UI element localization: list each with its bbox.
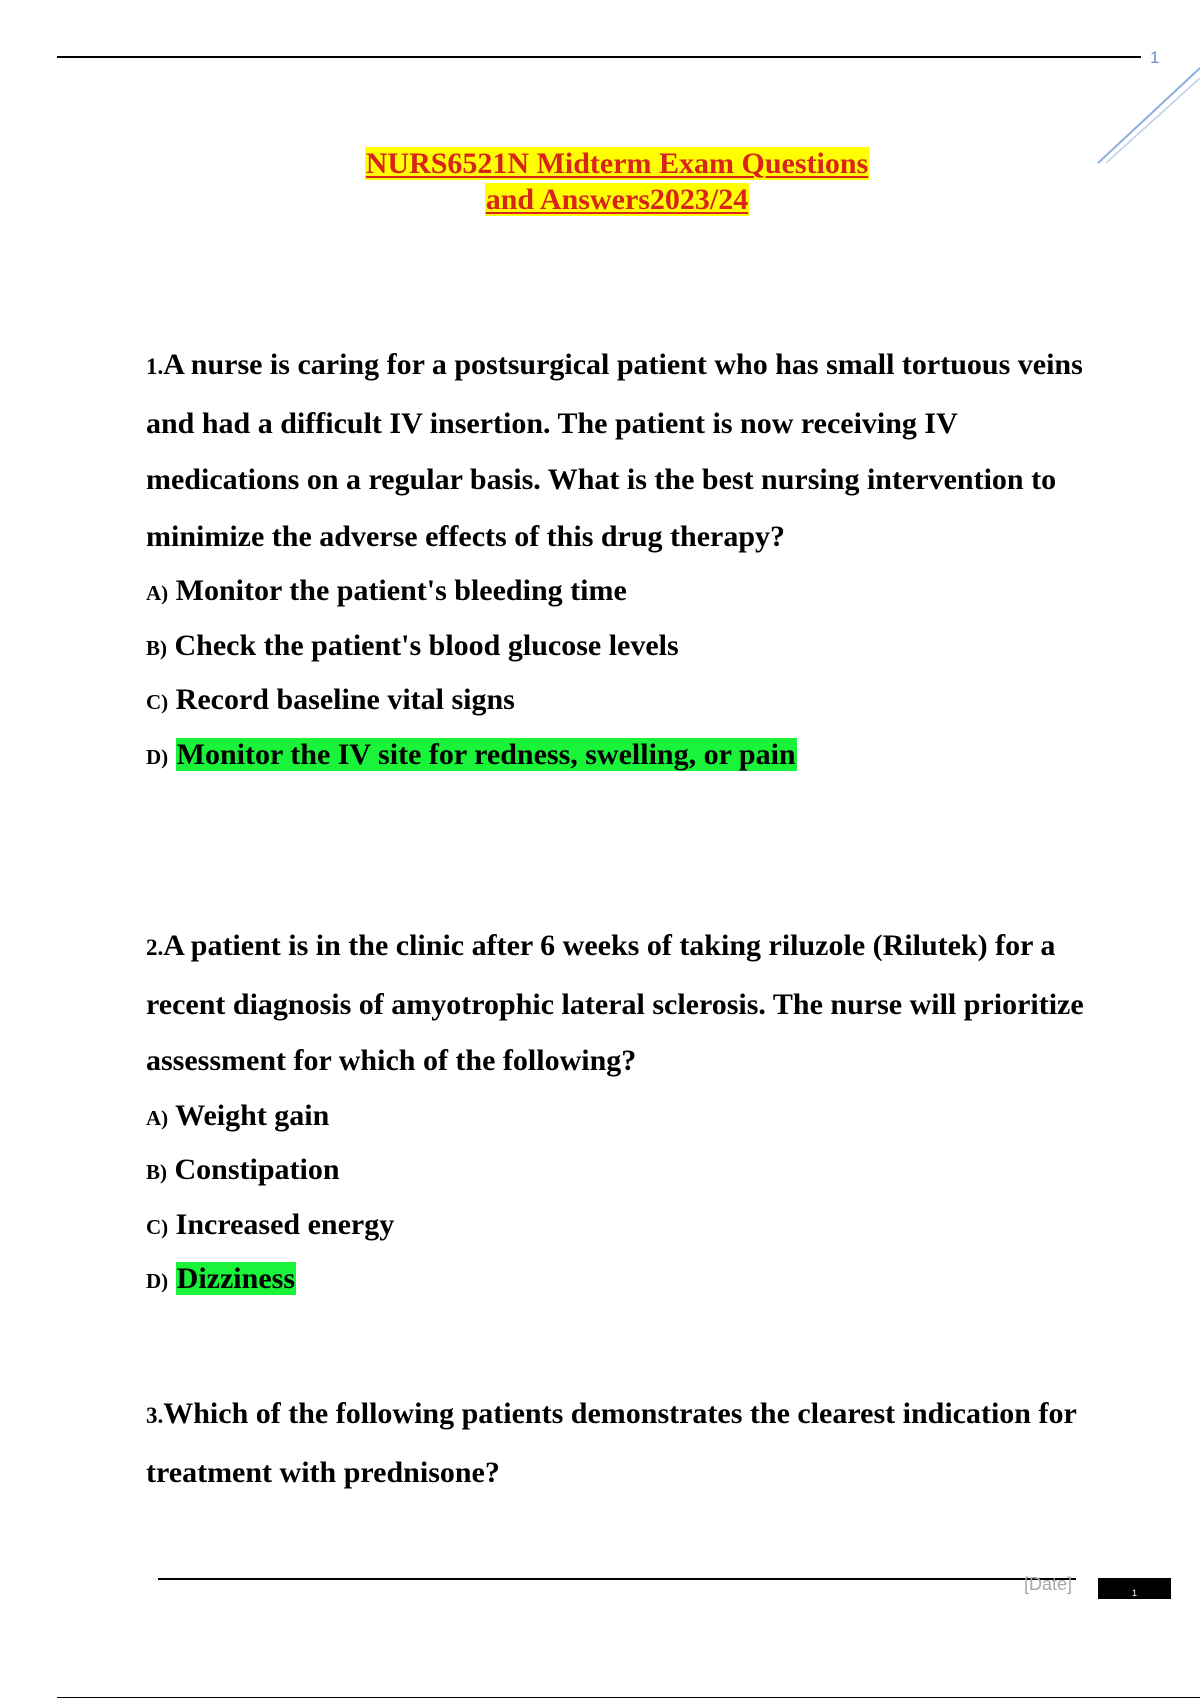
footer-rule: [158, 1578, 1076, 1580]
question-stem: [146, 337, 1086, 565]
option-d: [146, 1253, 1086, 1308]
option-letter: C): [146, 690, 169, 714]
question-stem: [146, 918, 1086, 1090]
correct-answer-highlight: Dizziness: [176, 1262, 295, 1295]
option-letter: D): [146, 744, 169, 769]
question-text: A patient is in the clinic after 6 weeks of taking riluzole (Rilutek) for a recent diagnosis of amyotrophic lateral sclerosis. The nurse will prioritize assessment for which of the following?: [146, 929, 1084, 1077]
question-number: 2.: [146, 935, 164, 960]
document-title: [0, 146, 1200, 218]
option-text: Monitor the patient's bleeding time: [175, 574, 627, 607]
footer-date: [Date]: [1024, 1574, 1073, 1594]
option-letter: B): [146, 1160, 167, 1184]
header-page-number: 1: [1150, 48, 1160, 67]
question-stem: [146, 1386, 1086, 1501]
title-line-2: and Answers2023/24: [485, 183, 749, 216]
question-1: [146, 337, 1086, 783]
bottom-rule: [57, 1697, 1200, 1698]
option-c: [146, 674, 1086, 729]
option-text: Constipation: [174, 1153, 340, 1186]
question-2: [146, 918, 1086, 1308]
option-letter: C): [146, 1214, 169, 1239]
question-number: 3.: [146, 1403, 164, 1428]
option-letter: B): [146, 635, 167, 660]
option-letter: D): [146, 1269, 169, 1293]
question-3: [146, 1386, 1086, 1501]
option-a: [146, 565, 1086, 620]
option-text: Increased energy: [175, 1207, 395, 1241]
question-number: 1.: [146, 354, 164, 379]
correct-answer-highlight: Monitor the IV site for redness, swelling, or pain: [176, 737, 796, 771]
footer-page-number: 1: [1098, 1578, 1171, 1599]
question-text: A nurse is caring for a postsurgical patient who has small tortuous veins and had a difficult IV insertion. The patient is now receiving IV medications on a regular basis. What is the best nursing intervention to minimize the adverse effects of this drug therapy?: [146, 348, 1083, 553]
option-text: Check the patient's blood glucose levels: [174, 628, 679, 662]
title-line-1: NURS6521N Midterm Exam Questions: [365, 147, 869, 180]
header-rule: [57, 56, 1141, 58]
option-b: [146, 620, 1086, 675]
option-letter: A): [146, 1105, 169, 1130]
option-b: [146, 1144, 1086, 1199]
option-text: Weight gain: [175, 1098, 330, 1132]
option-c: [146, 1199, 1086, 1254]
option-a: [146, 1090, 1086, 1145]
option-d: [146, 729, 1086, 784]
question-text: Which of the following patients demonstrates the clearest indication for treatment with prednisone?: [146, 1397, 1077, 1489]
option-letter: A): [146, 581, 169, 605]
option-text: Record baseline vital signs: [175, 683, 515, 716]
